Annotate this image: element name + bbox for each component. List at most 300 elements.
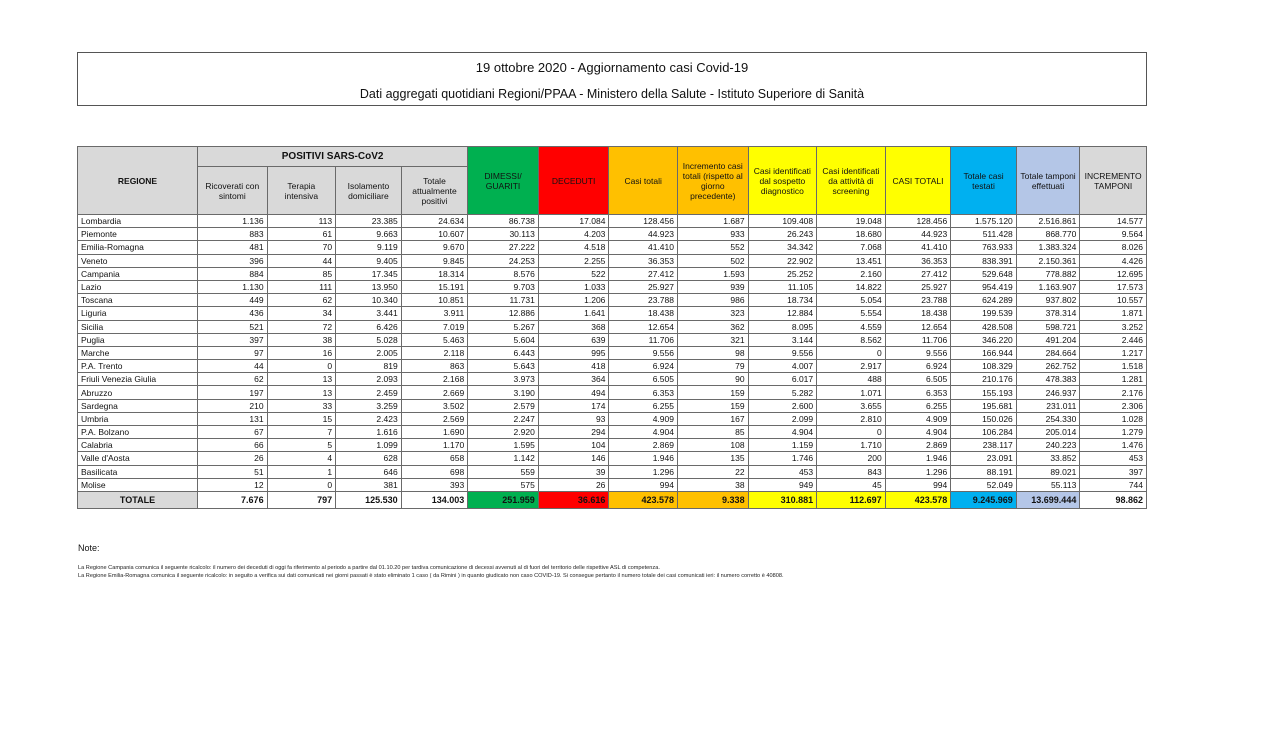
table-cell: 9.564 (1080, 228, 1147, 241)
table-cell: 17.573 (1080, 280, 1147, 293)
table-cell: 0 (817, 346, 886, 359)
table-cell: 511.428 (951, 228, 1017, 241)
total-cell: 7.676 (198, 491, 268, 508)
table-cell: 12.886 (468, 307, 539, 320)
table-cell: 62 (267, 294, 336, 307)
table-cell: 1.170 (401, 439, 468, 452)
table-cell: 108.329 (951, 360, 1017, 373)
table-cell: 12 (198, 478, 268, 491)
table-cell: 52.049 (951, 478, 1017, 491)
total-cell: 13.699.444 (1016, 491, 1080, 508)
table-cell: 85 (267, 267, 336, 280)
table-cell: 3.502 (401, 399, 468, 412)
table-cell: 393 (401, 478, 468, 491)
table-cell: 937.802 (1016, 294, 1080, 307)
table-cell: 1.595 (468, 439, 539, 452)
table-cell: 166.944 (951, 346, 1017, 359)
table-cell: 66 (198, 439, 268, 452)
table-cell: 449 (198, 294, 268, 307)
total-cell: 125.530 (336, 491, 402, 508)
table-row (78, 426, 1147, 439)
table-cell: 6.505 (609, 373, 678, 386)
table-cell: 30.113 (468, 228, 539, 241)
table-cell: 2.247 (468, 412, 539, 425)
table-cell: 436 (198, 307, 268, 320)
table-cell: 23.385 (336, 215, 402, 228)
table-cell: 167 (677, 412, 748, 425)
col-header-casi-sospetto: Casi identificati dal sospetto diagnostico (748, 147, 817, 215)
table-cell: 4 (267, 452, 336, 465)
table-cell: 778.882 (1016, 267, 1080, 280)
table-cell: 658 (401, 452, 468, 465)
region-name-cell: Campania (78, 267, 198, 280)
table-cell: 36.353 (885, 254, 951, 267)
table-cell: 5.463 (401, 333, 468, 346)
col-header-tamponi: Totale tamponi effettuati (1016, 147, 1080, 215)
table-cell: 994 (885, 478, 951, 491)
table-cell: 159 (677, 399, 748, 412)
table-cell: 8.562 (817, 333, 886, 346)
table-cell: 381 (336, 478, 402, 491)
col-header-ricoverati: Ricoverati con sintomi (198, 167, 268, 215)
table-cell: 10.557 (1080, 294, 1147, 307)
table-cell: 4.007 (748, 360, 817, 373)
table-cell: 639 (538, 333, 609, 346)
table-cell: 89.021 (1016, 465, 1080, 478)
table-cell: 0 (817, 426, 886, 439)
table-cell: 254.330 (1016, 412, 1080, 425)
table-cell: 6.505 (885, 373, 951, 386)
col-header-casi-totali-caps: CASI TOTALI (885, 147, 951, 215)
table-cell: 521 (198, 320, 268, 333)
table-cell: 55.113 (1016, 478, 1080, 491)
table-cell: 174 (538, 399, 609, 412)
table-cell: 1.575.120 (951, 215, 1017, 228)
table-cell: 86.738 (468, 215, 539, 228)
table-cell: 150.026 (951, 412, 1017, 425)
table-cell: 4.518 (538, 241, 609, 254)
table-row (78, 346, 1147, 359)
region-name-cell: Piemonte (78, 228, 198, 241)
table-cell: 397 (198, 333, 268, 346)
table-cell: 10.851 (401, 294, 468, 307)
table-cell: 146 (538, 452, 609, 465)
table-cell: 323 (677, 307, 748, 320)
table-cell: 2.093 (336, 373, 402, 386)
region-name-cell: Friuli Venezia Giulia (78, 373, 198, 386)
table-cell: 7.019 (401, 320, 468, 333)
total-cell: 423.578 (885, 491, 951, 508)
table-cell: 2.005 (336, 346, 402, 359)
table-cell: 2.255 (538, 254, 609, 267)
col-header-isolamento: Isolamento domiciliare (336, 167, 402, 215)
table-row (78, 320, 1147, 333)
table-cell: 453 (1080, 452, 1147, 465)
table-cell: 85 (677, 426, 748, 439)
table-cell: 1.071 (817, 386, 886, 399)
table-cell: 41.410 (885, 241, 951, 254)
table-row (78, 307, 1147, 320)
table-cell: 939 (677, 280, 748, 293)
table-cell: 2.600 (748, 399, 817, 412)
table-cell: 646 (336, 465, 402, 478)
table-cell: 11.706 (885, 333, 951, 346)
table-cell: 598.721 (1016, 320, 1080, 333)
table-cell: 62 (198, 373, 268, 386)
table-cell: 5.028 (336, 333, 402, 346)
table-cell: 1.142 (468, 452, 539, 465)
region-name-cell: Veneto (78, 254, 198, 267)
table-cell: 6.017 (748, 373, 817, 386)
table-cell: 7 (267, 426, 336, 439)
table-row (78, 386, 1147, 399)
table-cell: 61 (267, 228, 336, 241)
table-cell: 5.643 (468, 360, 539, 373)
table-cell: 4.909 (609, 412, 678, 425)
table-cell: 72 (267, 320, 336, 333)
table-cell: 51 (198, 465, 268, 478)
table-cell: 954.419 (951, 280, 1017, 293)
table-cell: 2.306 (1080, 399, 1147, 412)
col-header-casi-testati: Totale casi testati (951, 147, 1017, 215)
table-cell: 1.476 (1080, 439, 1147, 452)
table-cell: 88.191 (951, 465, 1017, 478)
table-cell: 1.136 (198, 215, 268, 228)
table-cell: 113 (267, 215, 336, 228)
table-row (78, 452, 1147, 465)
note-line: La Regione Emilia-Romagna comunica il seguente ricalcolo: in seguito a verifica sui dati comunicati nei giorni passati è stato eliminato 1 caso ( da Rimini ) in quanto giudicato non caso COVID-19. Si consegue pertanto il numero totale dei casi comunicati ieri: il numero corretto è 40808. (78, 573, 784, 579)
table-cell: 0 (267, 360, 336, 373)
table-cell: 2.118 (401, 346, 468, 359)
table-cell: 321 (677, 333, 748, 346)
table-cell: 2.446 (1080, 333, 1147, 346)
total-cell: 9.338 (677, 491, 748, 508)
table-cell: 491.204 (1016, 333, 1080, 346)
table-cell: 4.426 (1080, 254, 1147, 267)
table-cell: 8.576 (468, 267, 539, 280)
table-row (78, 478, 1147, 491)
table-cell: 79 (677, 360, 748, 373)
table-cell: 698 (401, 465, 468, 478)
col-header-casi-totali: Casi totali (609, 147, 678, 215)
table-cell: 5.604 (468, 333, 539, 346)
table-cell: 3.144 (748, 333, 817, 346)
table-cell: 9.556 (885, 346, 951, 359)
table-cell: 90 (677, 373, 748, 386)
table-cell: 4.904 (885, 426, 951, 439)
table-cell: 13.451 (817, 254, 886, 267)
table-cell: 10.607 (401, 228, 468, 241)
table-cell: 838.391 (951, 254, 1017, 267)
table-cell: 200 (817, 452, 886, 465)
table-cell: 428.508 (951, 320, 1017, 333)
table-cell: 559 (468, 465, 539, 478)
note-line: La Regione Campania comunica il seguente ricalcolo: il numero dei deceduti di oggi fa riferimento al periodo a partire dal 01.10.20 per tardiva comunicazione di decessi avvenuti al di fuori del territorio delle rispettive ASL di competenza. (78, 565, 660, 571)
table-cell: 6.353 (609, 386, 678, 399)
table-cell: 1.206 (538, 294, 609, 307)
table-row (78, 412, 1147, 425)
table-cell: 12.654 (609, 320, 678, 333)
table-cell: 5.282 (748, 386, 817, 399)
table-cell: 1 (267, 465, 336, 478)
table-cell: 2.176 (1080, 386, 1147, 399)
table-cell: 2.150.361 (1016, 254, 1080, 267)
table-cell: 8.026 (1080, 241, 1147, 254)
table-cell: 364 (538, 373, 609, 386)
col-header-terapia-intensiva: Terapia intensiva (267, 167, 336, 215)
table-cell: 15.191 (401, 280, 468, 293)
table-cell: 70 (267, 241, 336, 254)
table-cell: 478.383 (1016, 373, 1080, 386)
table-cell: 1.279 (1080, 426, 1147, 439)
table-cell: 5.554 (817, 307, 886, 320)
table-cell: 27.412 (609, 267, 678, 280)
table-cell: 18.680 (817, 228, 886, 241)
region-name-cell: P.A. Trento (78, 360, 198, 373)
table-cell: 246.937 (1016, 386, 1080, 399)
table-cell: 2.869 (609, 439, 678, 452)
table-cell: 1.383.324 (1016, 241, 1080, 254)
table-cell: 22.902 (748, 254, 817, 267)
table-cell: 9.556 (609, 346, 678, 359)
table-cell: 488 (817, 373, 886, 386)
table-cell: 10.340 (336, 294, 402, 307)
table-cell: 14.822 (817, 280, 886, 293)
table-cell: 11.731 (468, 294, 539, 307)
table-cell: 5.267 (468, 320, 539, 333)
table-cell: 368 (538, 320, 609, 333)
table-cell: 106.284 (951, 426, 1017, 439)
region-name-cell: Lazio (78, 280, 198, 293)
table-cell: 843 (817, 465, 886, 478)
table-cell: 6.255 (609, 399, 678, 412)
table-cell: 3.252 (1080, 320, 1147, 333)
table-cell: 3.911 (401, 307, 468, 320)
table-cell: 1.296 (885, 465, 951, 478)
table-cell: 933 (677, 228, 748, 241)
table-cell: 2.459 (336, 386, 402, 399)
table-row (78, 215, 1147, 228)
region-name-cell: Calabria (78, 439, 198, 452)
table-cell: 2.917 (817, 360, 886, 373)
table-cell: 8.095 (748, 320, 817, 333)
table-row (78, 465, 1147, 478)
table-cell: 628 (336, 452, 402, 465)
table-cell: 26.243 (748, 228, 817, 241)
table-cell: 240.223 (1016, 439, 1080, 452)
table-cell: 41.410 (609, 241, 678, 254)
total-cell: 134.003 (401, 491, 468, 508)
table-cell: 2.810 (817, 412, 886, 425)
table-cell: 67 (198, 426, 268, 439)
notes-label: Note: (78, 543, 100, 553)
table-cell: 18.438 (609, 307, 678, 320)
total-row (78, 491, 1147, 508)
col-header-incremento-tamponi: INCREMENTO TAMPONI (1080, 147, 1147, 215)
col-header-regione: REGIONE (78, 147, 198, 215)
region-name-cell: Marche (78, 346, 198, 359)
table-cell: 1.217 (1080, 346, 1147, 359)
table-cell: 199.539 (951, 307, 1017, 320)
table-row (78, 267, 1147, 280)
table-cell: 378.314 (1016, 307, 1080, 320)
table-cell: 1.746 (748, 452, 817, 465)
table-row (78, 294, 1147, 307)
table-body (78, 215, 1147, 509)
table-cell: 210 (198, 399, 268, 412)
table-cell: 418 (538, 360, 609, 373)
table-cell: 25.252 (748, 267, 817, 280)
table-cell: 883 (198, 228, 268, 241)
table-cell: 111 (267, 280, 336, 293)
table-cell: 197 (198, 386, 268, 399)
table-row (78, 254, 1147, 267)
region-name-cell: Abruzzo (78, 386, 198, 399)
table-cell: 9.670 (401, 241, 468, 254)
table-cell: 155.193 (951, 386, 1017, 399)
table-cell: 2.423 (336, 412, 402, 425)
total-cell: 423.578 (609, 491, 678, 508)
region-name-cell: Puglia (78, 333, 198, 346)
region-name-cell: Lombardia (78, 215, 198, 228)
table-cell: 1.099 (336, 439, 402, 452)
table-cell: 453 (748, 465, 817, 478)
table-cell: 93 (538, 412, 609, 425)
table-cell: 38 (677, 478, 748, 491)
table-cell: 2.099 (748, 412, 817, 425)
table-cell: 1.710 (817, 439, 886, 452)
report-title: 19 ottobre 2020 - Aggiornamento casi Covid-19 (475, 60, 749, 75)
table-cell: 346.220 (951, 333, 1017, 346)
total-cell: 9.245.969 (951, 491, 1017, 508)
table-cell: 26 (538, 478, 609, 491)
table-cell: 24.634 (401, 215, 468, 228)
table-cell: 4.904 (609, 426, 678, 439)
table-cell: 26 (198, 452, 268, 465)
table-cell: 13 (267, 386, 336, 399)
table-cell: 1.593 (677, 267, 748, 280)
table-cell: 44.923 (609, 228, 678, 241)
table-cell: 18.314 (401, 267, 468, 280)
table-cell: 23.091 (951, 452, 1017, 465)
table-cell: 624.289 (951, 294, 1017, 307)
table-row (78, 373, 1147, 386)
table-cell: 9.556 (748, 346, 817, 359)
table-cell: 17.084 (538, 215, 609, 228)
region-name-cell: Sicilia (78, 320, 198, 333)
col-header-dimessi-guariti: DIMESSI/ GUARITI (468, 147, 539, 215)
table-cell: 284.664 (1016, 346, 1080, 359)
table-row (78, 439, 1147, 452)
table-cell: 1.946 (885, 452, 951, 465)
table-cell: 396 (198, 254, 268, 267)
table-row (78, 360, 1147, 373)
table-cell: 238.117 (951, 439, 1017, 452)
table-cell: 6.426 (336, 320, 402, 333)
table-cell: 13 (267, 373, 336, 386)
region-name-cell: Molise (78, 478, 198, 491)
table-cell: 11.706 (609, 333, 678, 346)
region-name-cell: Liguria (78, 307, 198, 320)
table-cell: 1.690 (401, 426, 468, 439)
table-cell: 16 (267, 346, 336, 359)
table-cell: 25.927 (885, 280, 951, 293)
table-cell: 23.788 (609, 294, 678, 307)
table-cell: 97 (198, 346, 268, 359)
region-name-cell: Sardegna (78, 399, 198, 412)
table-cell: 1.281 (1080, 373, 1147, 386)
table-cell: 12.884 (748, 307, 817, 320)
table-cell: 502 (677, 254, 748, 267)
table-cell: 36.353 (609, 254, 678, 267)
table-cell: 45 (817, 478, 886, 491)
table-cell: 6.443 (468, 346, 539, 359)
table-cell: 1.296 (609, 465, 678, 478)
table-cell: 552 (677, 241, 748, 254)
table-cell: 108 (677, 439, 748, 452)
table-cell: 5.054 (817, 294, 886, 307)
table-cell: 2.569 (401, 412, 468, 425)
table-cell: 24.253 (468, 254, 539, 267)
table-cell: 2.579 (468, 399, 539, 412)
table-cell: 34.342 (748, 241, 817, 254)
table-row (78, 333, 1147, 346)
table-cell: 33.852 (1016, 452, 1080, 465)
table-cell: 18.438 (885, 307, 951, 320)
table-cell: 522 (538, 267, 609, 280)
table-cell: 1.159 (748, 439, 817, 452)
table-cell: 819 (336, 360, 402, 373)
table-cell: 231.011 (1016, 399, 1080, 412)
table-cell: 38 (267, 333, 336, 346)
table-cell: 575 (468, 478, 539, 491)
col-header-casi-screening: Casi identificati da attività di screening (817, 147, 886, 215)
table-cell: 18.734 (748, 294, 817, 307)
table-cell: 3.190 (468, 386, 539, 399)
table-cell: 1.033 (538, 280, 609, 293)
table-cell: 4.203 (538, 228, 609, 241)
table-cell: 3.259 (336, 399, 402, 412)
table-cell: 27.222 (468, 241, 539, 254)
table-cell: 19.048 (817, 215, 886, 228)
table-cell: 195.681 (951, 399, 1017, 412)
table-cell: 1.028 (1080, 412, 1147, 425)
table-cell: 27.412 (885, 267, 951, 280)
table-cell: 6.924 (609, 360, 678, 373)
table-cell: 14.577 (1080, 215, 1147, 228)
table-cell: 22 (677, 465, 748, 478)
table-row (78, 228, 1147, 241)
table-cell: 481 (198, 241, 268, 254)
table-cell: 7.068 (817, 241, 886, 254)
table-cell: 884 (198, 267, 268, 280)
region-name-cell: Emilia-Romagna (78, 241, 198, 254)
table-cell: 362 (677, 320, 748, 333)
table-cell: 25.927 (609, 280, 678, 293)
table-cell: 39 (538, 465, 609, 478)
table-cell: 529.648 (951, 267, 1017, 280)
report-header (77, 52, 1147, 106)
table-cell: 6.255 (885, 399, 951, 412)
table-cell: 33 (267, 399, 336, 412)
table-cell: 863 (401, 360, 468, 373)
table-cell: 9.405 (336, 254, 402, 267)
table-cell: 9.119 (336, 241, 402, 254)
table-cell: 13.950 (336, 280, 402, 293)
total-cell: 98.862 (1080, 491, 1147, 508)
table-cell: 12.654 (885, 320, 951, 333)
table-cell: 744 (1080, 478, 1147, 491)
